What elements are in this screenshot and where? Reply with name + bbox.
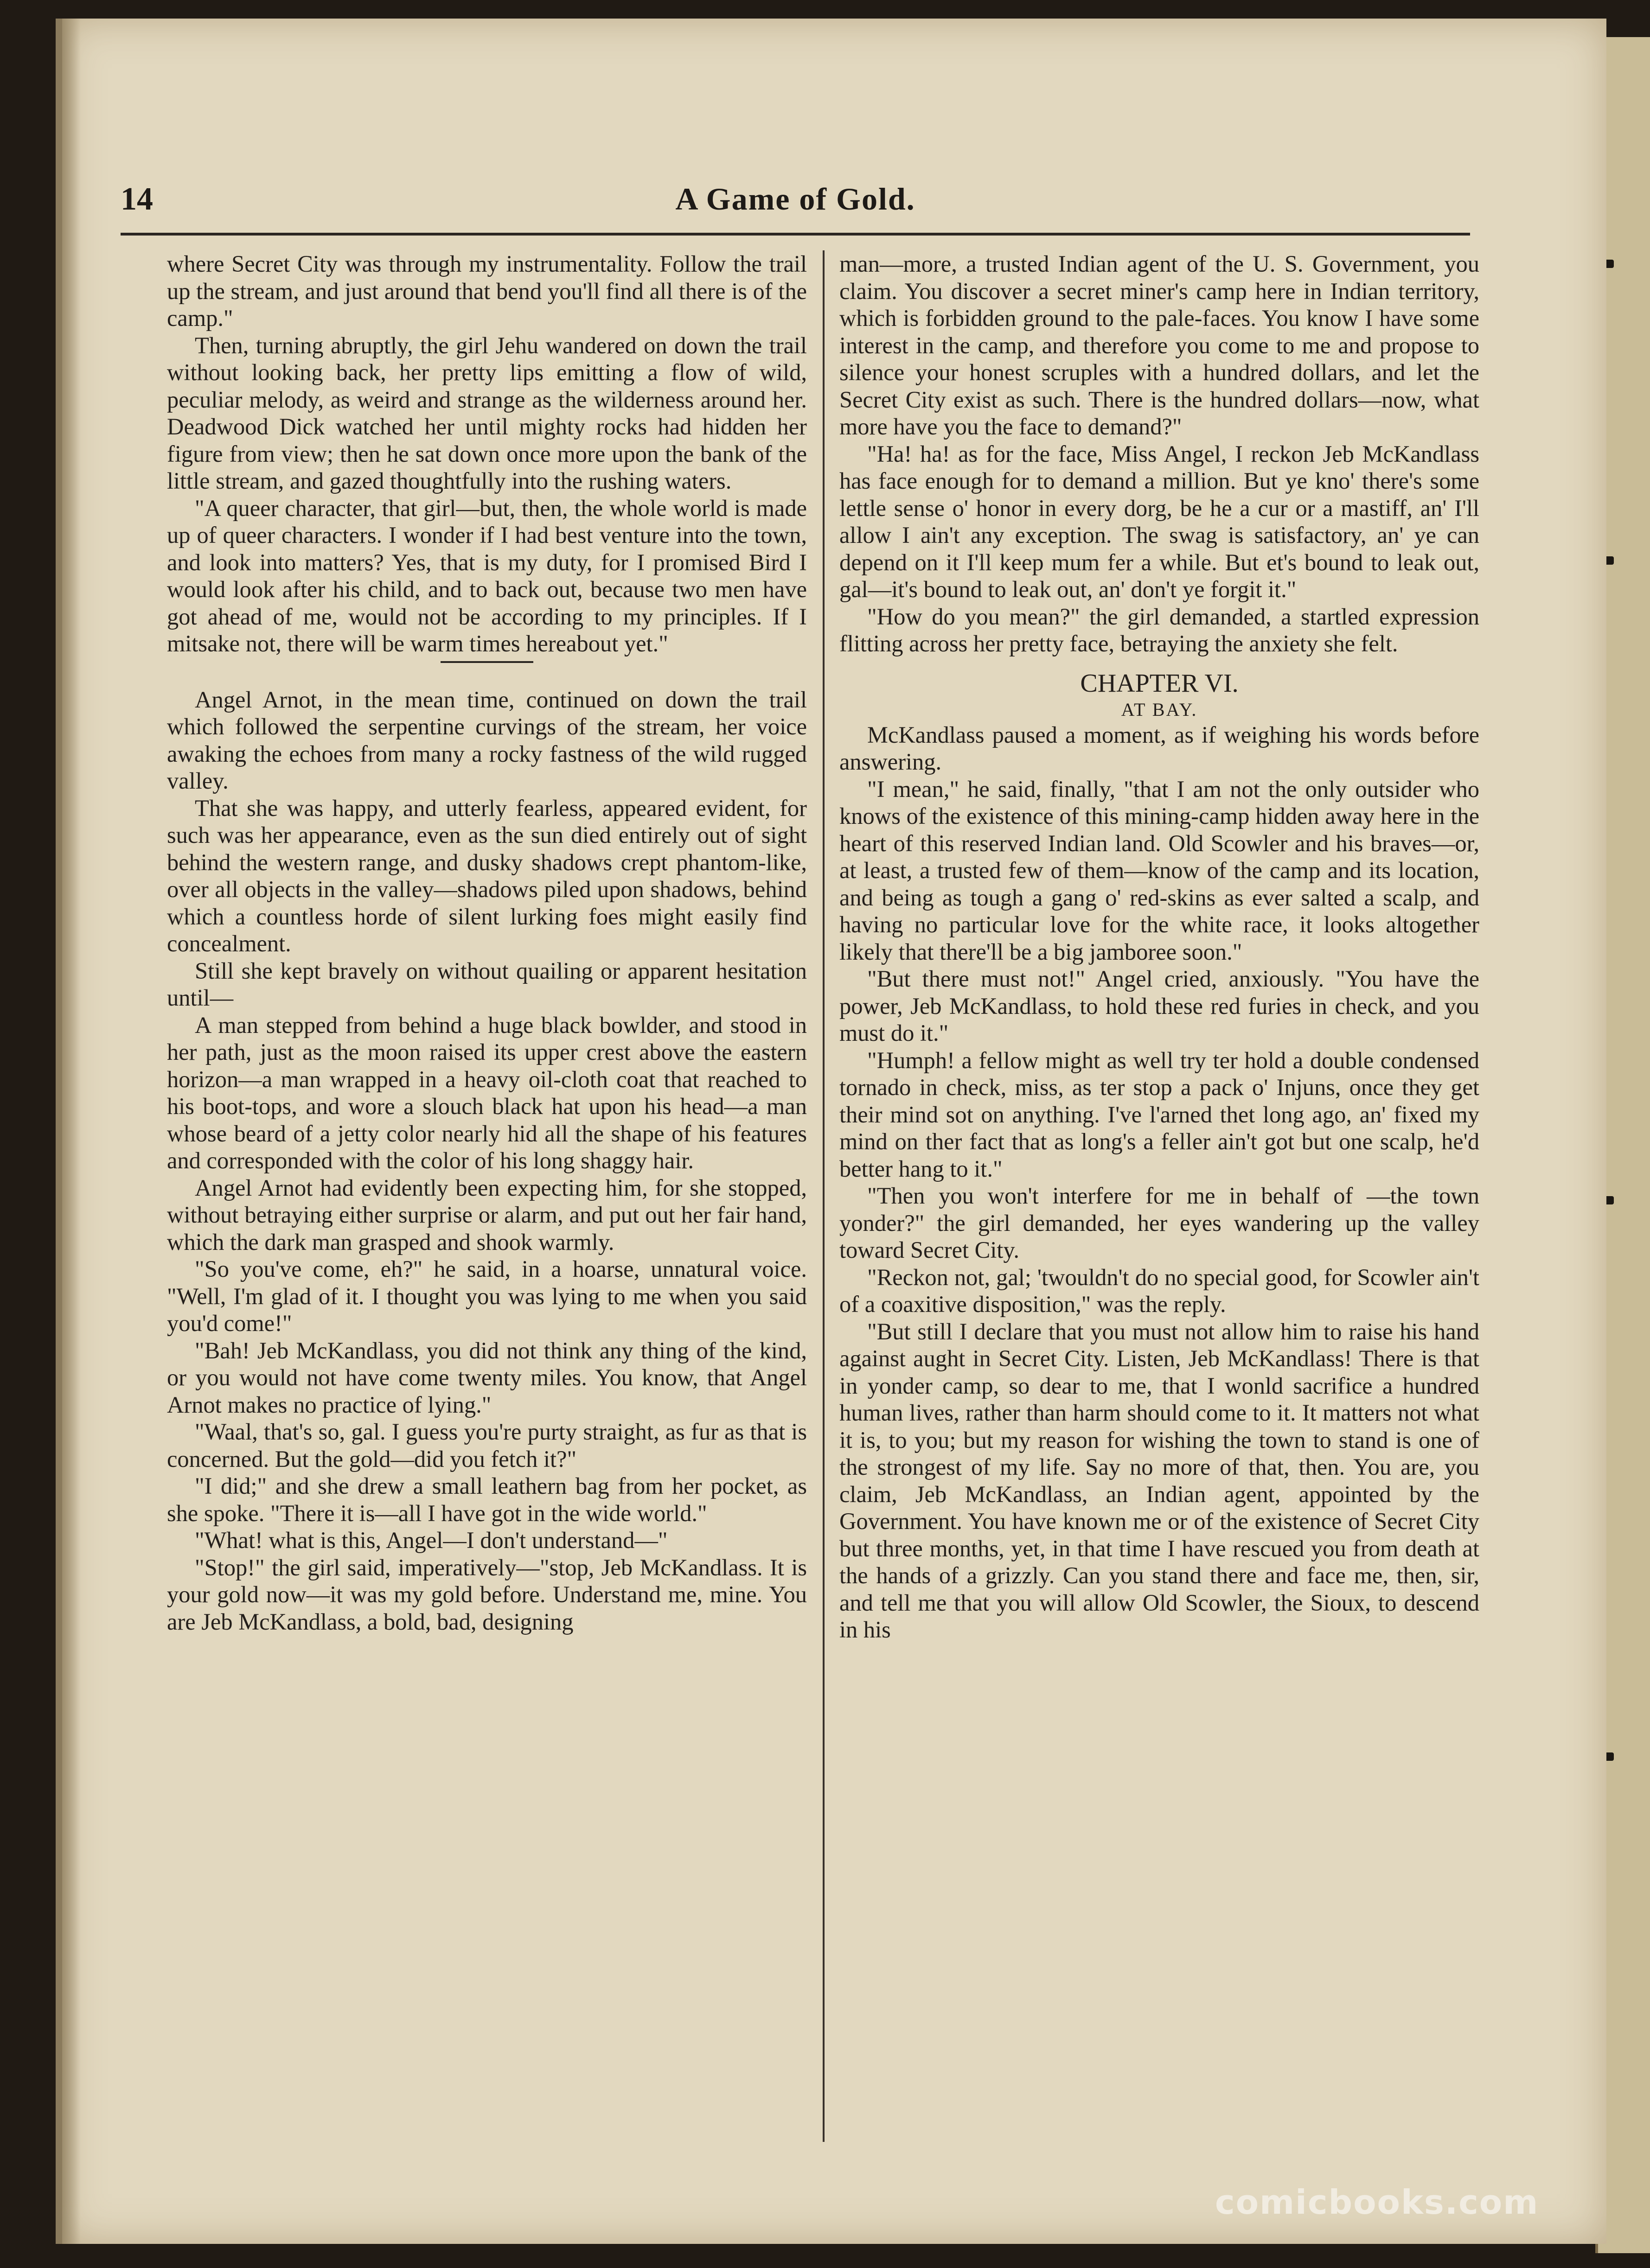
- paragraph: "Waal, that's so, gal. I guess you're purty straight, as fur as that is concerned. But the gold—did you fetch it?": [167, 1419, 807, 1472]
- paragraph: "Humph! a fellow might as well try ter hold a double condensed tornado in check, miss, as ter stop a pack o' Injuns, once they get their mind sot on anything. I've l'arned thet long ago, an' fixed my mind on ther fact that as long's a feller ain't got but one scalp, he'd better hang to it.": [839, 1047, 1479, 1182]
- paragraph: "But still I declare that you must not allow him to raise his hand against aught in Secret City. Listen, Jeb McKandlass! There is that in yonder camp, so dear to me, that I wonld sacrifice a hundred human lives, rather than harm should come to it. It matters not what it is, to you; but my reason for wishing the town to stand is one of the strongest of my life. Say no more of that, then. You are, you claim, Jeb McKandlass, an Indian agent, appointed by the Government. You have known me or of the existence of Secret City but three months, yet, in that time I have rescued you from death at the hands of a grizzly. Can you stand there and face me, then, sir, and tell me that you will allow Old Scowler, the Sioux, to descend in his: [839, 1318, 1479, 1643]
- paragraph: Angel Arnot had evidently been expecting him, for she stopped, without betraying either surprise or alarm, and put out her fair hand, which the dark man grasped and shook warmly.: [167, 1174, 807, 1255]
- running-title: A Game of Gold.: [675, 181, 915, 217]
- watermark: comicbooks.com: [1215, 2183, 1539, 2222]
- chapter-title: CHAPTER VI.: [1080, 669, 1239, 698]
- paragraph: McKandlass paused a moment, as if weighing his words before answering.: [839, 721, 1479, 775]
- paragraph: "Bah! Jeb McKandlass, you did not think any thing of the kind, or you would not have come twenty miles. You know, that Angel Arnot makes no practice of lying.": [167, 1337, 807, 1418]
- paragraph: That she was happy, and utterly fearless, appeared evident, for such was her appearance, even as the sun died entirely out of sight behind the western range, and dusky shadows crept phantom-like, over all objects in the valley—shadows piled upon shadows, behind which a countless horde of silent lurking foes might easily find concealment.: [167, 795, 807, 956]
- paragraph: "I did;" and she drew a small leathern bag from her pocket, as she spoke. "There it is—all I have got in the wide world.": [167, 1473, 807, 1526]
- section-break-rule: [441, 661, 533, 663]
- paragraph: where Secret City was through my instrumentality. Follow the trail up the stream, and just around that bend you'll find all there is of the camp.": [167, 251, 807, 331]
- paragraph: "So you've come, eh?" he said, in a hoarse, unnatural voice. "Well, I'm glad of it. I thought you was lying to me when you said you'd come!": [167, 1256, 807, 1336]
- right-column: [839, 250, 1479, 2170]
- paragraph: "What! what is this, Angel—I don't understand—": [195, 1527, 668, 1553]
- page-number: 14: [121, 181, 153, 217]
- left-column: [167, 250, 807, 2170]
- column-divider: [823, 250, 825, 2142]
- page-header: [121, 181, 1470, 227]
- paragraph: "Stop!" the girl said, imperatively—"stop, Jeb McKandlass. It is your gold now—it was my gold before. Understand me, mine. You are Jeb McKandlass, a bold, bad, designing: [167, 1554, 807, 1635]
- paragraph: "Then you won't interfere for me in behalf of —the town yonder?" the girl demanded, her eyes wandering up the valley toward Secret City.: [839, 1183, 1479, 1263]
- paragraph: "I mean," he said, finally, "that I am not the only outsider who knows of the existence of this mining-camp hidden away here in the heart of this reserved Indian land. Old Scowler and his braves—or, at least, a trusted few of them—know of the camp and its location, and being as tough a gang o' red-skins as ever salted a scalp, and having no particular love for the white race, it looks altogether likely that there'll be a big jamboree soon.": [839, 776, 1479, 965]
- paragraph: man—more, a trusted Indian agent of the U. S. Government, you claim. You discover a secret miner's camp here in Indian territory, which is forbidden ground to the pale-faces. You know I have some interest in the camp, and therefore you come to me and propose to silence your honest scruples with a hundred dollars, and let the Secret City exist as such. There is the hundred dollars—now, what more have you the face to demand?": [839, 251, 1479, 440]
- paragraph: "Reckon not, gal; 'twouldn't do no special good, for Scowler ain't of a coaxitive disposition," was the reply.: [839, 1264, 1479, 1317]
- paragraph: Still she kept bravely on without quailing or apparent hesitation until—: [167, 957, 807, 1011]
- paragraph: "But there must not!" Angel cried, anxiously. "You have the power, Jeb McKandlass, to hold these red furies in check, and you must do it.": [839, 966, 1479, 1046]
- chapter-subtitle: AT BAY.: [1121, 699, 1198, 720]
- header-rule: [121, 233, 1470, 236]
- paragraph: Then, turning abruptly, the girl Jehu wandered on down the trail without looking back, her pretty lips emitting a flow of wild, peculiar melody, as weird and strange as the wilderness around her. Deadwood Dick watched her until mighty rocks had hidden her figure from view; then he sat down once more upon the bank of the little stream, and gazed thoughtfully into the rushing waters.: [167, 332, 807, 494]
- paragraph: "How do you mean?" the girl demanded, a startled expression flitting across her pretty face, betraying the anxiety she felt.: [839, 603, 1479, 656]
- paragraph: A man stepped from behind a huge black bowlder, and stood in her path, just as the moon raised its upper crest above the eastern horizon—a man wrapped in a heavy oil-cloth coat that reached to his boot-tops, and wore a slouch black hat upon his head—a man whose beard of a jetty color nearly hid all the shape of his features and corresponded with the color of his long shaggy hair.: [167, 1012, 807, 1173]
- paragraph: Angel Arnot, in the mean time, continued on down the trail which followed the serpentine curvings of the stream, her voice awaking the echoes from many a rocky fastness of the wild rugged valley.: [167, 686, 807, 794]
- paragraph: "Ha! ha! as for the face, Miss Angel, I reckon Jeb McKandlass has face enough for to demand a million. But ye kno' there's some lettle sense o' honor in every dorg, be he a cur or a mastiff, an' I'll allow I ain't any exception. The swag is satisfactory, an' ye can depend on it I'll keep mum fer a while. But et's bound to leak out, gal—it's bound to leak out, an' don't ye forgit it.": [839, 440, 1479, 602]
- paragraph: "A queer character, that girl—but, then, the whole world is made up of queer characters. I wonder if I had best venture into the town, and look into matters? Yes, that is my duty, for I promised Bird I would look after his child, and to back out, because two men have got ahead of me, would not be according to my principles. If I mitsake not, there will be warm times hereabout yet.": [167, 495, 807, 656]
